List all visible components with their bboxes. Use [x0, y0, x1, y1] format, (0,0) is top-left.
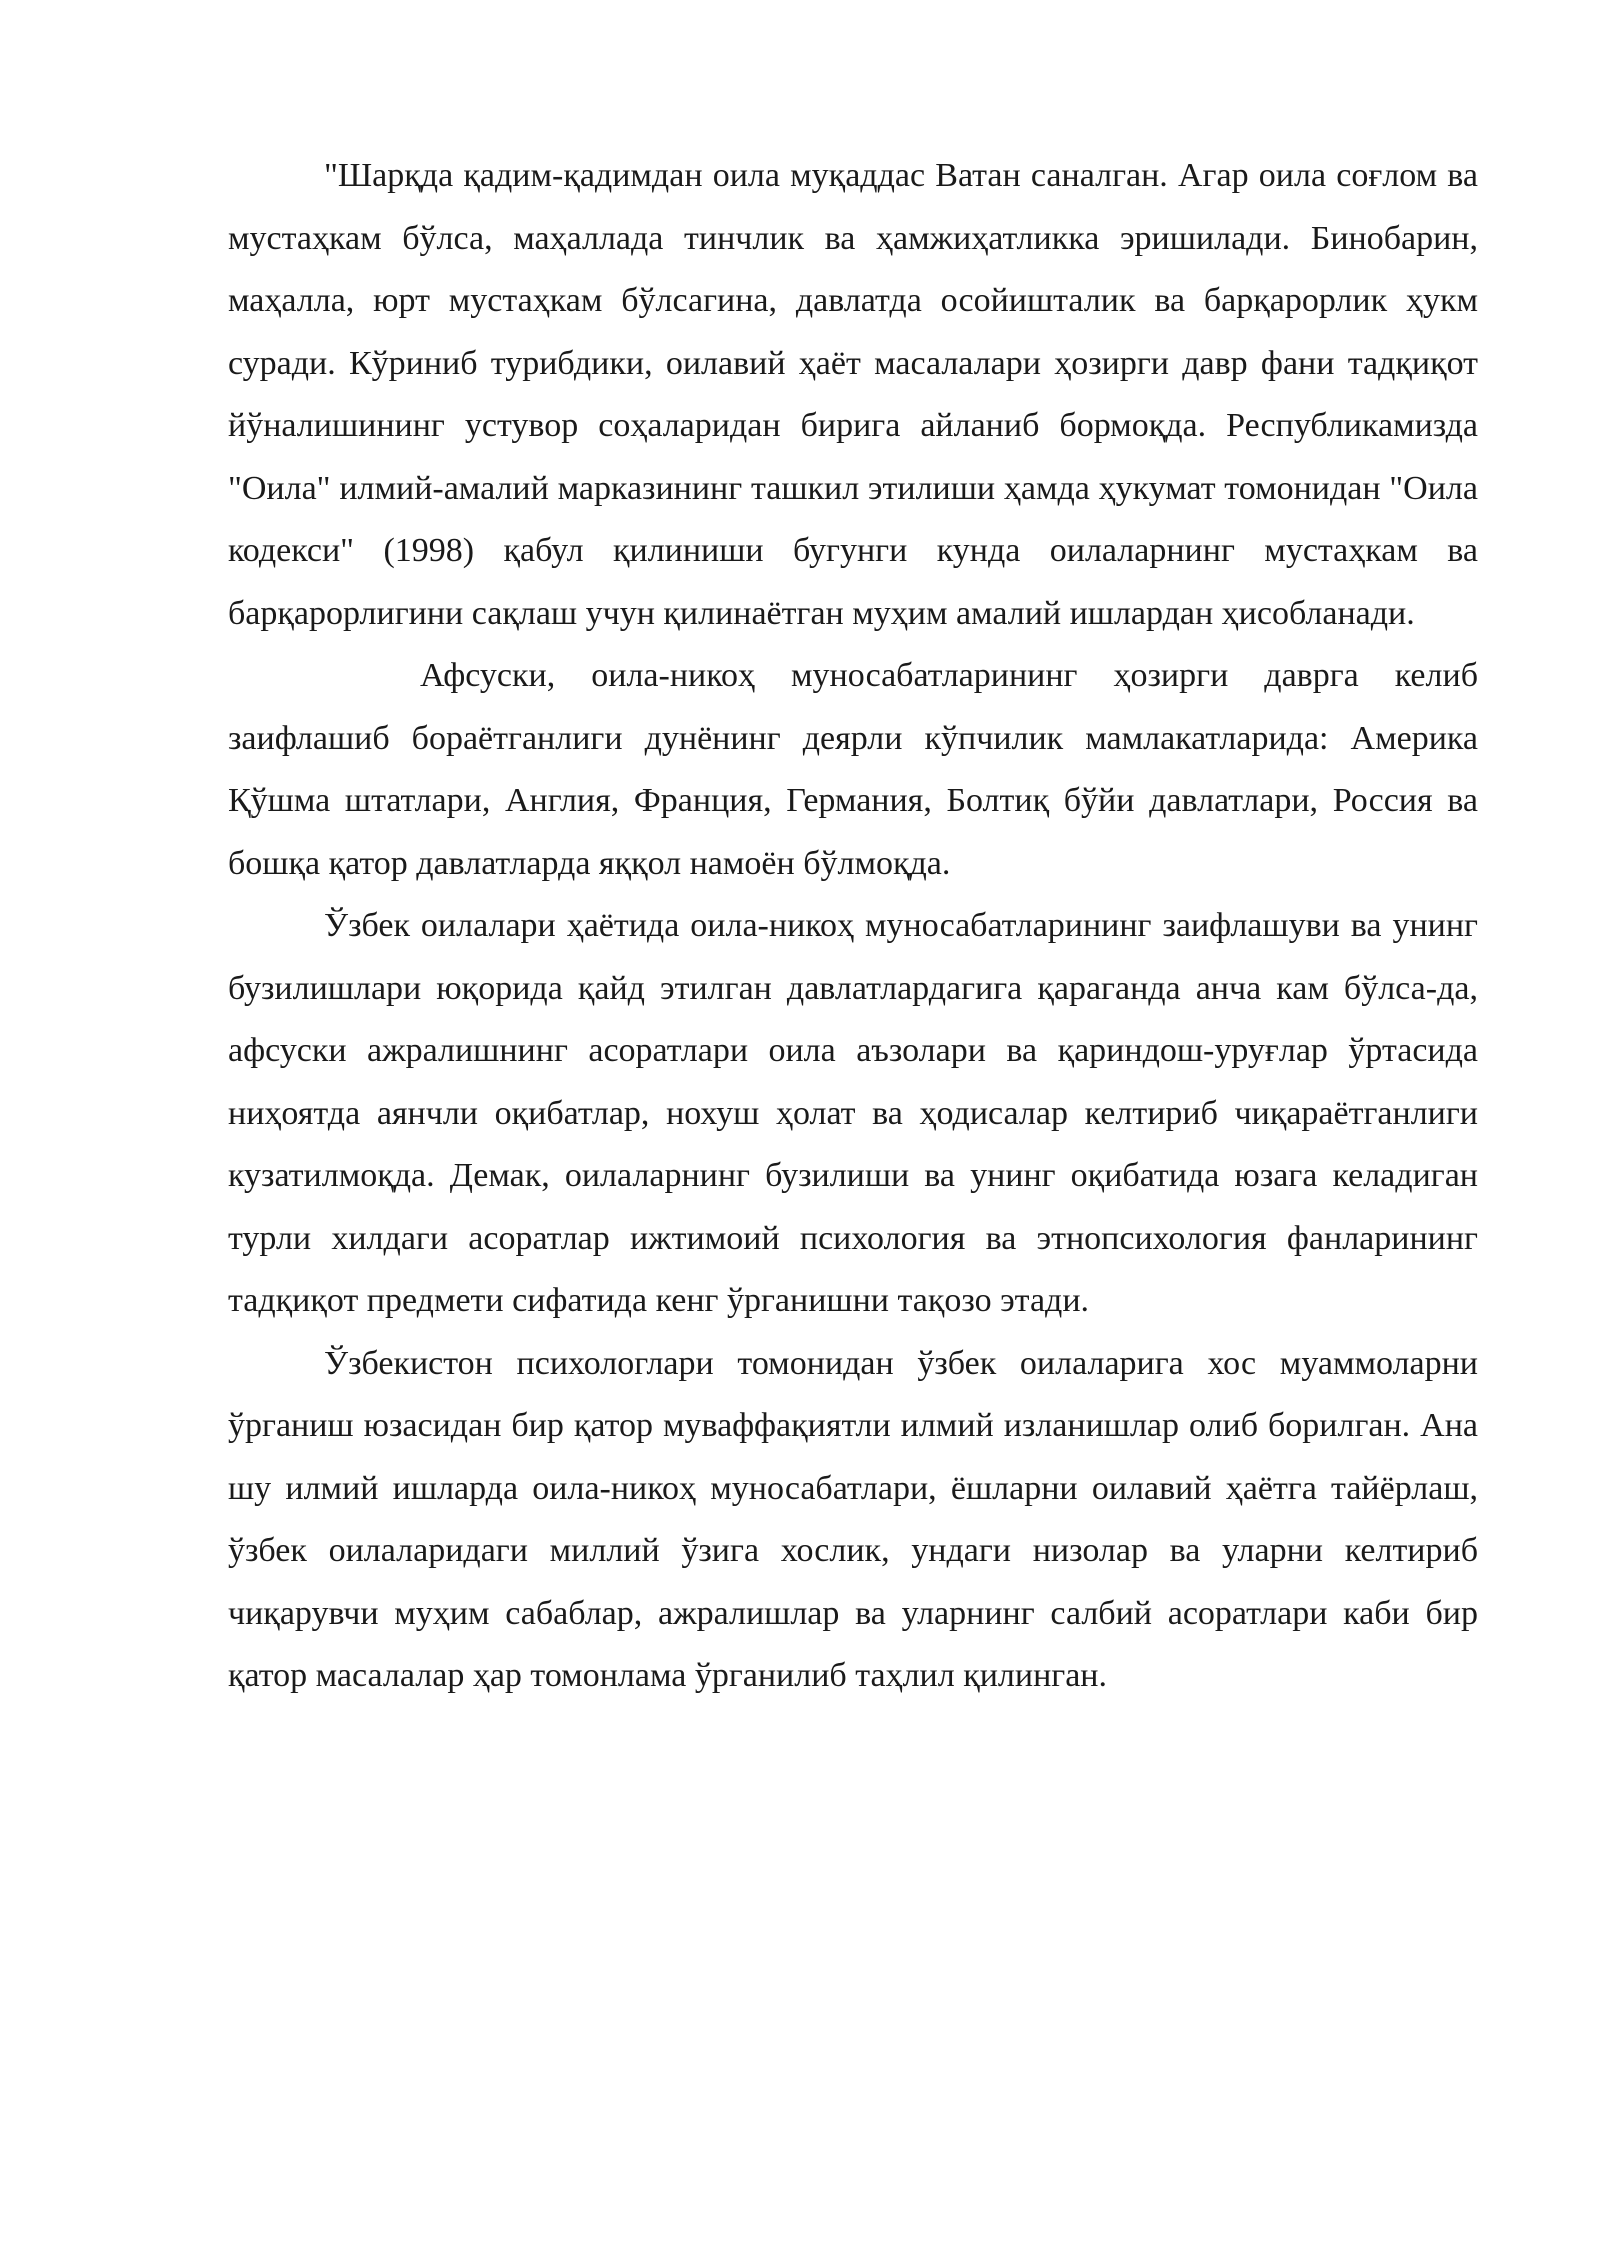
paragraph-1: "Шарқда қадим-қадимдан оила муқаддас Ватан саналган. Агар оила соғлом ва мустаҳкам бўлса, маҳаллада тинчлик ва ҳамжиҳатликка эришилади. Бинобарин, маҳалла, юрт мустаҳкам бўлсагина, давлатда осойишталик ва барқарорлик ҳукм суради. Кўриниб турибдики, оилавий ҳаёт масалалари ҳозирги давр фани тадқиқот йўналишининг устувор соҳаларидан бирига айланиб бормоқда. Республикамизда "Оила" илмий-амалий марказининг ташкил этилиши ҳамда ҳукумат томонидан "Оила кодекси" (1998) қабул қилиниши бугунги кунда оилаларнинг мустаҳкам ва барқарорлигини сақлаш учун қилинаётган муҳим амалий ишлардан ҳисобланади.	[228, 157, 1478, 632]
document-body	[228, 145, 1478, 1708]
paragraph-4: Ўзбекистон психологлари томонидан ўзбек оилаларига хос муаммоларни ўрганиш юзасидан бир қатор муваффақиятли илмий изланишлар олиб борилган. Ана шу илмий ишларда оила-никоҳ муносабатлари, ёшларни оилавий ҳаётга тайёрлаш, ўзбек оилаларидаги миллий ўзига хослик, ундаги низолар ва уларни келтириб чиқарувчи муҳим сабаблар, ажралишлар ва уларнинг салбий асоратлари каби бир қатор масалалар ҳар томонлама ўрганилиб таҳлил қилинган.	[228, 1344, 1478, 1694]
paragraph-3: Ўзбек оилалари ҳаётида оила-никоҳ муносабатларининг заифлашуви ва унинг бузилишлари юқорида қайд этилган давлатлардагига қараганда анча кам бўлса-да, афсуски ажралишнинг асоратлари оила аъзолари ва қариндош-уруғлар ўртасида ниҳоятда аянчли оқибатлар, нохуш ҳолат ва ҳодисалар келтириб чиқараётганлиги кузатилмоқда. Демак, оилаларнинг бузилиши ва унинг оқибатида юзага келадиган турли хилдаги асоратлар ижтимоий психология ва этнопсихология фанларининг тадқиқот предмети сифатида кенг ўрганишни тақозо этади.	[228, 907, 1478, 1319]
paragraph-2: Афсуски, оила-никоҳ муносабатларининг ҳозирги даврга келиб заифлашиб бораётганлиги дунёнинг деярли кўпчилик мамлакатларида: Америка Қўшма штатлари, Англия, Франция, Германия, Болтиқ бўйи давлатлари, Россия ва бошқа қатор давлатларда яққол намоён бўлмоқда.	[228, 657, 1478, 882]
